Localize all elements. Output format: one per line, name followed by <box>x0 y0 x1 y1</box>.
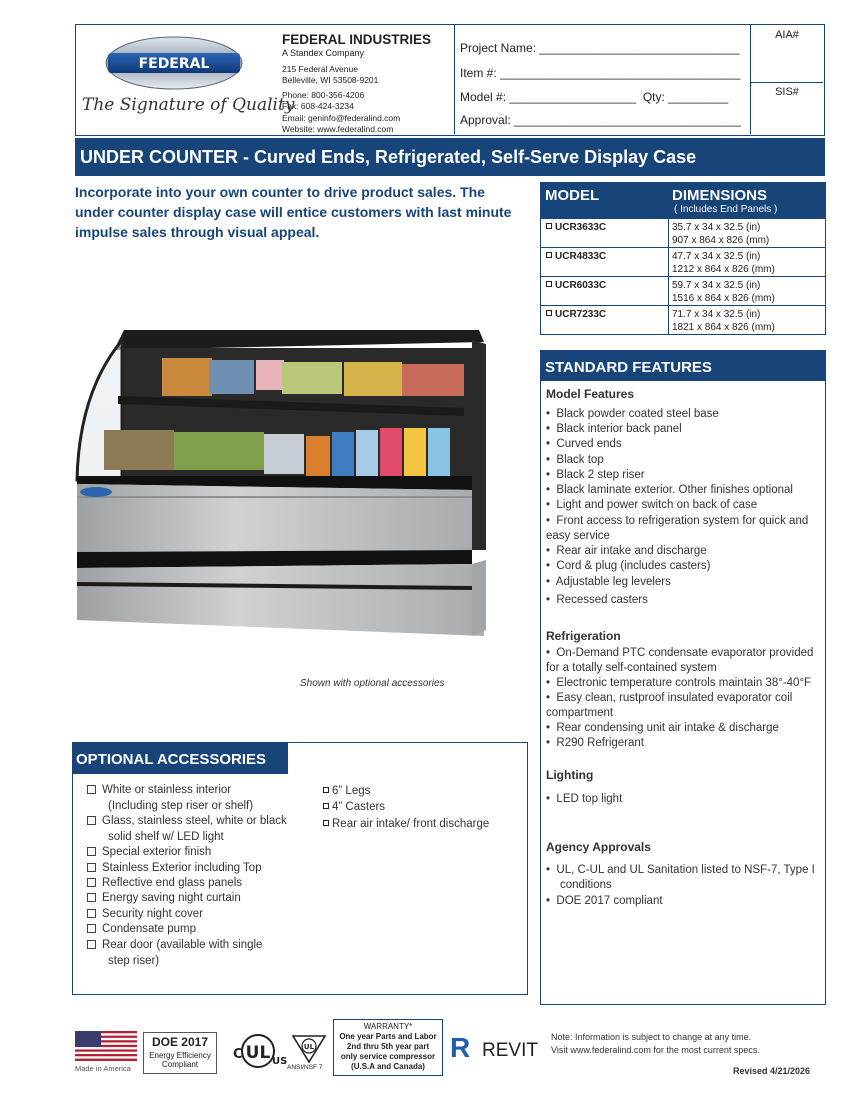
checkbox-icon[interactable] <box>546 310 552 316</box>
accessory-option[interactable]: Reflective end glass panels <box>87 876 242 891</box>
list-item: • Adjustable leg levelers <box>546 576 671 588</box>
doe-badge: DOE 2017 Energy Efficiency Compliant <box>143 1032 217 1074</box>
checkbox-icon <box>87 893 96 902</box>
model-column-header: MODEL <box>545 187 600 204</box>
list-item: • Front access to refrigeration system for quick and <box>546 515 809 527</box>
checkbox-icon <box>87 785 96 794</box>
svg-text:UL: UL <box>303 1043 315 1051</box>
model-number: UCR4833C <box>555 251 607 262</box>
list-item: • Easy clean, rustproof insulated evaporator coil <box>546 692 793 704</box>
list-item: • Rear condensing unit air intake & discharge <box>546 722 779 734</box>
dimensions-in: 59.7 x 34 x 32.5 (in) <box>672 280 761 291</box>
list-item: • On-Demand PTC condensate evaporator provided <box>546 647 814 659</box>
standard-features-panel <box>540 350 826 1005</box>
accessory-option[interactable]: Security night cover <box>87 907 203 922</box>
optional-accessories-panel <box>72 742 528 995</box>
dimensions-mm: 1821 x 864 x 826 (mm) <box>672 322 775 333</box>
website-link[interactable]: Website: www.federalind.com <box>282 124 394 134</box>
model-number: UCR7233C <box>555 309 607 320</box>
list-item-continued: for a totally self-contained system <box>546 662 717 674</box>
checkbox-icon <box>87 816 96 825</box>
checkbox-icon <box>323 803 329 809</box>
list-item: • Recessed casters <box>546 594 648 606</box>
list-item-continued: compartment <box>546 707 614 719</box>
accessory-option[interactable]: Rear air intake/ front discharge <box>323 817 489 832</box>
table-header <box>541 183 825 218</box>
tagline: The Signature of Quality <box>82 95 295 115</box>
table-row <box>541 276 825 305</box>
company-name: FEDERAL INDUSTRIES <box>282 32 432 47</box>
accessory-option[interactable]: Stainless Exterior including Top <box>87 861 262 876</box>
checkbox-icon <box>87 909 96 918</box>
aia-field[interactable]: AIA# <box>751 25 823 83</box>
accessories-title: OPTIONAL ACCESSORIES <box>73 743 288 774</box>
logo-text: FEDERAL <box>138 56 210 72</box>
accessory-option[interactable]: White or stainless interior <box>87 783 231 798</box>
list-item: • Black powder coated steel base <box>546 408 719 420</box>
company-block <box>76 25 454 134</box>
product-image <box>74 320 494 650</box>
checkbox-icon[interactable] <box>546 223 552 229</box>
checkbox-icon <box>323 820 329 826</box>
model-features-heading: Model Features <box>546 387 635 401</box>
list-item: • Cord & plug (includes casters) <box>546 560 711 572</box>
list-item: • R290 Refrigerant <box>546 737 644 749</box>
sis-field[interactable]: SIS# <box>775 86 799 98</box>
note-line-1: Note: Information is subject to change at any time. <box>551 1032 752 1042</box>
accessory-option[interactable]: Glass, stainless steel, white or black <box>87 814 287 829</box>
accessory-option-continued: step riser) <box>108 955 160 967</box>
list-item: • Electronic temperature controls maintain 38°-40°F <box>546 677 812 689</box>
checkbox-icon <box>87 924 96 933</box>
note-line-2: Visit www.federalind.com for the most current specs. <box>551 1045 760 1055</box>
svg-text:UL: UL <box>245 1043 271 1063</box>
nsf-icon <box>289 1032 329 1064</box>
list-item: • Light and power switch on back of case <box>546 499 758 511</box>
dimensions-in: 47.7 x 34 x 32.5 (in) <box>672 251 761 262</box>
svg-text:US: US <box>272 1056 288 1067</box>
list-item: • Black interior back panel <box>546 423 682 435</box>
made-in-label: Made in America <box>75 1064 131 1073</box>
table-row <box>541 218 825 247</box>
fax: Fax: 608-424-3234 <box>282 101 354 111</box>
checkbox-icon[interactable] <box>546 281 552 287</box>
table-row <box>541 305 825 334</box>
accessory-option[interactable]: Special exterior finish <box>87 845 211 860</box>
item-number-field[interactable]: Item #: ____________________________________ <box>460 66 741 80</box>
intro-text: Incorporate into your own counter to drive product sales. The under counter display case will entice customers with last minute impulse sales through visual appeal. <box>75 184 512 240</box>
checkbox-icon[interactable] <box>546 252 552 258</box>
lighting-heading: Lighting <box>546 768 594 782</box>
company-subsidiary: A Standex Company <box>282 48 365 58</box>
dimensions-column-header: DIMENSIONS <box>672 187 768 204</box>
list-item-continued: conditions <box>560 879 612 891</box>
accessory-option[interactable]: 4” Casters <box>323 800 385 815</box>
dimensions-mm: 1516 x 864 x 826 (mm) <box>672 293 775 304</box>
nsf-label: ANSI/NSF 7 <box>287 1064 323 1071</box>
checkbox-icon <box>87 847 96 856</box>
accessory-option[interactable]: Rear door (available with single <box>87 938 262 953</box>
list-item: • Black laminate exterior. Other finishes optional <box>546 484 793 496</box>
svg-text:C: C <box>233 1047 243 1062</box>
dimensions-mm: 1212 x 864 x 826 (mm) <box>672 264 775 275</box>
dimensions-in: 71.7 x 34 x 32.5 (in) <box>672 309 761 320</box>
table-row <box>541 247 825 276</box>
checkbox-icon <box>87 863 96 872</box>
refrigeration-heading: Refrigeration <box>546 629 621 643</box>
accessory-option-continued: (Including step riser or shelf) <box>108 800 254 812</box>
list-item-continued: easy service <box>546 530 610 542</box>
checkbox-icon <box>87 940 96 949</box>
list-item: • Curved ends <box>546 438 622 450</box>
page-title: UNDER COUNTER - Curved Ends, Refrigerated, Self-Serve Display Case <box>75 138 825 176</box>
ul-listed-icon <box>228 1030 288 1072</box>
address-line-2: Belleville, WI 53508-9201 <box>282 75 379 85</box>
revised-date: Revised 4/21/2026 <box>733 1066 811 1076</box>
revit-icon[interactable]: R <box>450 1032 471 1063</box>
federal-logo <box>104 35 244 91</box>
accessory-option[interactable]: Energy saving night curtain <box>87 891 241 906</box>
project-info-block <box>454 25 751 134</box>
agency-approvals-heading: Agency Approvals <box>546 840 651 854</box>
accessory-option[interactable]: Condensate pump <box>87 922 196 937</box>
us-flag-icon <box>75 1031 137 1061</box>
list-item: • Black 2 step riser <box>546 469 645 481</box>
accessory-option-continued: solid shelf w/ LED light <box>108 831 224 843</box>
list-item: • UL, C-UL and UL Sanitation listed to NSF-7, Type I <box>546 864 815 876</box>
list-item: • Rear air intake and discharge <box>546 545 707 557</box>
list-item: • LED top light <box>546 793 623 805</box>
dimensions-in: 35.7 x 34 x 32.5 (in) <box>672 222 761 233</box>
header-box <box>75 24 825 136</box>
warranty-box: WARRANTY* One year Parts and Labor 2nd thru 5th year part only service compressor (U.S.A and Canada) <box>333 1019 443 1076</box>
checkbox-icon <box>87 878 96 887</box>
features-title: STANDARD FEATURES <box>541 351 825 381</box>
phone: Phone: 800-356-4206 <box>282 90 365 100</box>
project-name-field[interactable]: Project Name: ______________________________ <box>460 41 740 55</box>
list-item: • Black top <box>546 454 604 466</box>
photo-caption: Shown with optional accessories <box>300 678 445 689</box>
revit-label[interactable]: REVIT <box>482 1040 538 1061</box>
list-item: • DOE 2017 compliant <box>546 895 663 907</box>
model-number: UCR6033C <box>555 280 607 291</box>
dimensions-mm: 907 x 864 x 826 (mm) <box>672 235 770 246</box>
email-link[interactable]: Email: geninfo@federalind.com <box>282 113 401 123</box>
approval-field[interactable]: Approval: __________________________________ <box>460 113 741 127</box>
address-line-1: 215 Federal Avenue <box>282 64 358 74</box>
case-logo-badge <box>80 487 112 497</box>
model-qty-field[interactable]: Model #: ___________________ Qty: _________ <box>460 90 729 104</box>
accessory-option[interactable]: 6” Legs <box>323 784 370 799</box>
checkbox-icon <box>323 787 329 793</box>
model-number: UCR3633C <box>555 222 607 233</box>
dimensions-note: ( Includes End Panels ) <box>674 204 778 215</box>
model-dimensions-table <box>540 182 826 335</box>
